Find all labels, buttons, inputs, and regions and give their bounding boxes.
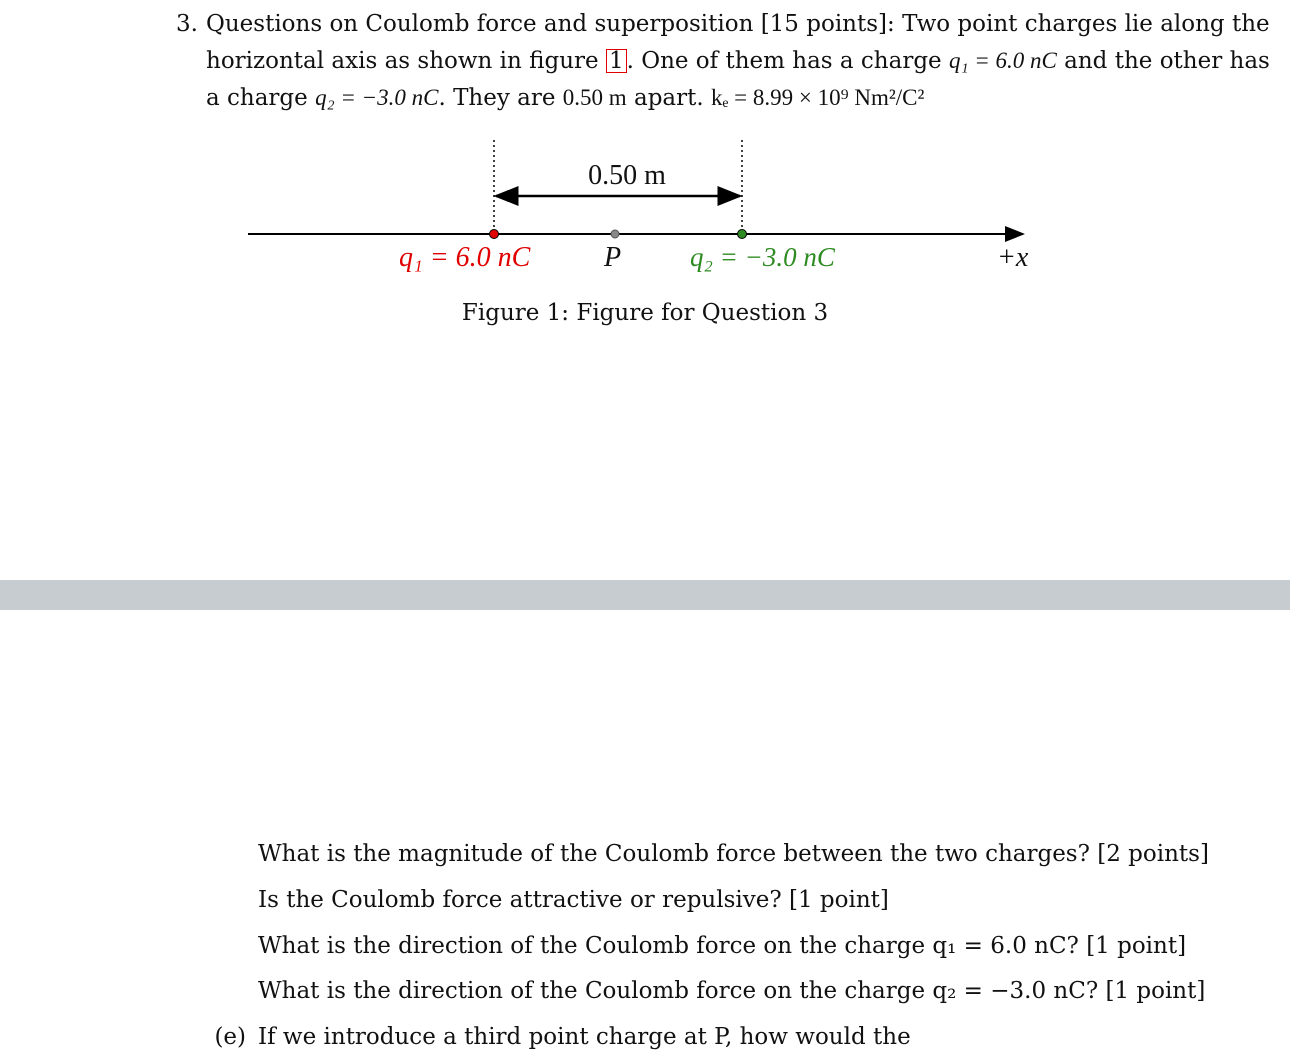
figure-reference-link[interactable]: 1 — [606, 49, 627, 73]
q1-inline-math: q₁ = 6.0 nC — [948, 48, 1057, 73]
q1-label: q₁ = 6.0 nC — [399, 242, 531, 273]
q2-charge-dot — [738, 230, 747, 239]
q2-label: q₂ = −3.0 nC — [690, 242, 835, 272]
subquestion-text: Is the Coulomb force attractive or repulsive? [1 point] — [258, 887, 889, 913]
figure-caption: Figure 1: Figure for Question 3 — [461, 300, 829, 326]
ke-inline-math: kₑ = 8.99 × 10⁹ Nm²/C² — [711, 85, 925, 110]
question-line-2: horizontal axis as shown in figure 1 . One of them has a charge q₁ = 6.0 nC and the other has — [206, 48, 1270, 74]
p-label: P — [604, 242, 622, 273]
subquestion-text: What is the direction of the Coulomb force on the charge q₂ = −3.0 nC? [1 point] — [258, 978, 1206, 1004]
question-line-1: Questions on Coulomb force and superposition [15 points]: Two point charges lie along the — [206, 11, 1270, 37]
distance-inline-math: 0.50 m — [562, 85, 627, 110]
subquestion-label: (e) — [214, 1024, 246, 1050]
subquestion-e-clipped — [0, 1022, 1290, 1050]
question-line-3: a charge q₂ = −3.0 nC. They are 0.50 m apart. kₑ = 8.99 × 10⁹ Nm²/C² — [206, 85, 925, 111]
distance-label: 0.50 m — [588, 160, 666, 191]
question-number: 3. — [176, 11, 198, 37]
q2-inline-math: q₂ = −3.0 nC — [315, 85, 439, 110]
charge-figure — [240, 135, 1050, 285]
subquestion-text: What is the direction of the Coulomb force on the charge q₁ = 6.0 nC? [1 point] — [258, 933, 1187, 959]
axis-label: +x — [997, 242, 1029, 273]
p-point-dot — [611, 230, 619, 238]
subquestion-text: What is the magnitude of the Coulomb force between the two charges? [2 points] — [258, 841, 1209, 867]
q1-charge-dot — [490, 230, 499, 239]
page-separator — [0, 580, 1290, 610]
subquestion-text: If we introduce a third point charge at P, how would the — [258, 1024, 911, 1050]
